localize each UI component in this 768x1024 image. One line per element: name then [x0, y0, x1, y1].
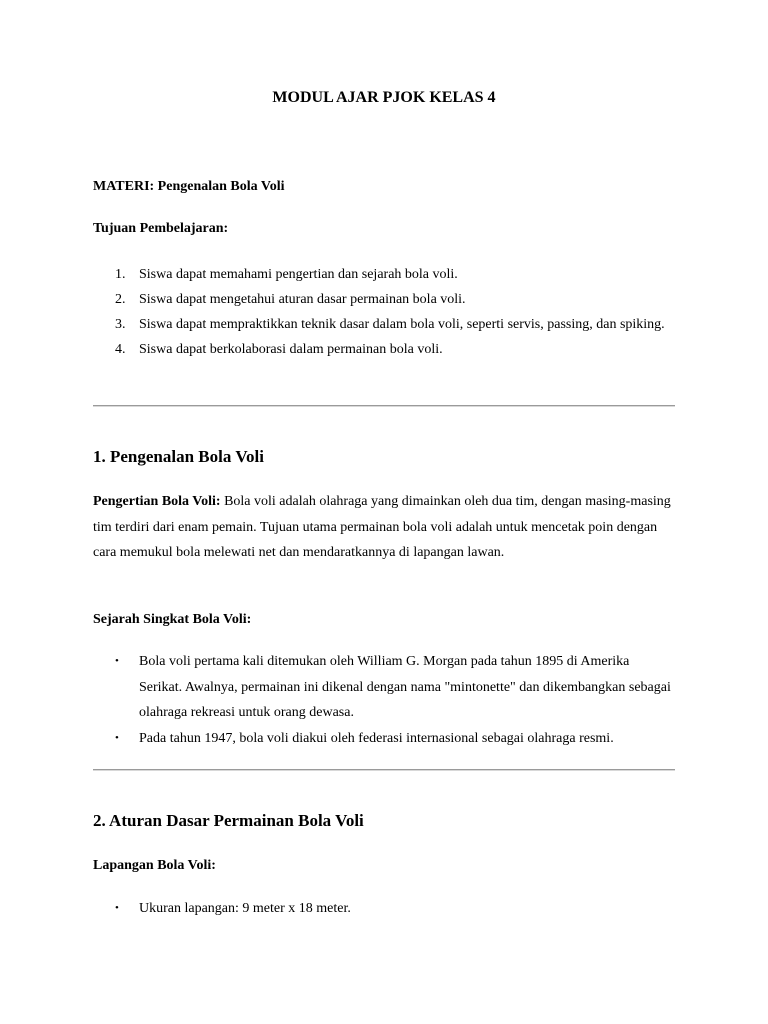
- list-number: 4.: [115, 342, 126, 357]
- list-item-text: Ukuran lapangan: 9 meter x 18 meter.: [139, 901, 351, 916]
- learning-objectives-heading: Tujuan Pembelajaran:: [93, 221, 229, 236]
- list-item: [93, 312, 675, 337]
- history-heading: Sejarah Singkat Bola Voli:: [93, 612, 252, 627]
- list-item-text: Siswa dapat memahami pengertian dan sejarah bola voli.: [139, 267, 458, 282]
- list-number: 2.: [115, 292, 126, 307]
- definition-paragraph: [93, 489, 675, 566]
- section-heading-2: 2. Aturan Dasar Permainan Bola Voli: [93, 811, 364, 830]
- horizontal-divider: [93, 405, 675, 407]
- list-item-text: Bola voli pertama kali ditemukan oleh William G. Morgan pada tahun 1895 di Amerika Serikat. Awalnya, permainan ini dikenal dengan nama "mintonette" dan dikembangkan sebagai olahraga rekreasi untuk orang dewasa.: [139, 654, 671, 720]
- list-item-text: Siswa dapat mengetahui aturan dasar permainan bola voli.: [139, 292, 466, 307]
- court-heading: Lapangan Bola Voli:: [93, 858, 216, 873]
- list-item: [93, 337, 675, 362]
- court-list: [93, 896, 675, 922]
- learning-objectives-list: [93, 262, 675, 362]
- list-item: [93, 287, 675, 312]
- section-heading-1: 1. Pengenalan Bola Voli: [93, 447, 264, 466]
- list-item: [93, 726, 675, 752]
- list-item-text: Siswa dapat mempraktikkan teknik dasar dalam bola voli, seperti servis, passing, dan spiking.: [139, 317, 665, 332]
- list-item-text: Siswa dapat berkolaborasi dalam permainan bola voli.: [139, 342, 443, 357]
- materi-heading: MATERI: Pengenalan Bola Voli: [93, 179, 285, 194]
- bullet-icon: •: [115, 902, 119, 914]
- definition-label: Pengertian Bola Voli:: [93, 494, 221, 509]
- document-title: MODUL AJAR PJOK KELAS 4: [272, 89, 496, 106]
- bullet-icon: •: [115, 655, 119, 667]
- list-number: 1.: [115, 267, 126, 282]
- history-list: [93, 649, 675, 751]
- list-item: [93, 649, 675, 726]
- bullet-icon: •: [115, 731, 119, 744]
- list-number: 3.: [115, 317, 126, 332]
- list-item: [93, 896, 675, 922]
- definition-text: Bola voli adalah olahraga yang dimainkan oleh dua tim, dengan masing-masing tim terdiri dari enam pemain. Tujuan utama permainan bola voli adalah untuk mencetak poin dengan cara memukul bola melewati net dan mendaratkannya di lapangan lawan.: [93, 494, 671, 560]
- list-item-text: Pada tahun 1947, bola voli diakui oleh federasi internasional sebagai olahraga resmi.: [139, 730, 614, 746]
- list-item: [93, 262, 675, 287]
- horizontal-divider: [93, 769, 675, 771]
